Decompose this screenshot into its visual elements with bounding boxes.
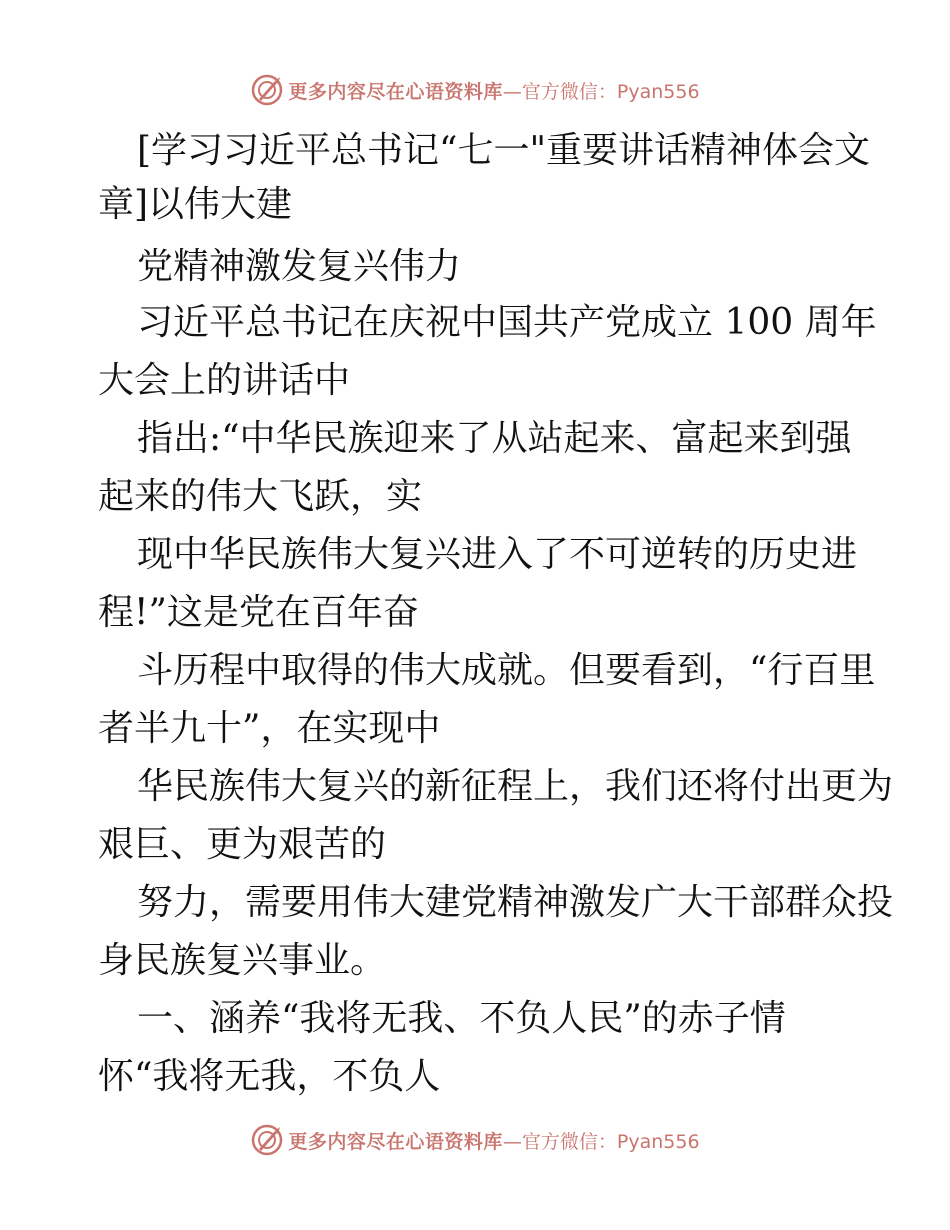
text-line: 现中华民族伟大复兴进入了不可逆转的历史进 [137, 534, 858, 575]
text-line: 华民族伟大复兴的新征程上，我们还将付出更为 [137, 766, 894, 807]
header-banner [0, 70, 950, 110]
text-line: 章]以伟大建 [98, 184, 293, 225]
banner-main-text: 更多内容尽在心语资料库 [288, 1130, 503, 1153]
banner-wechat-text: —官方微信：Pyan556 [502, 1130, 700, 1153]
text-line: 指出:“中华民族迎来了从站起来、富起来到强 [137, 418, 852, 459]
text-line: 身民族复兴事业。 [98, 940, 387, 981]
text-line: 一、涵养“我将无我、不负人民”的赤子情 [137, 998, 786, 1039]
text-line: 党精神激发复兴伟力 [137, 246, 462, 287]
text-line: 努力，需要用伟大建党精神激发广大干部群众投 [137, 882, 894, 923]
text-line: 程!”这是党在百年奋 [98, 592, 419, 633]
banner-wechat-text: —官方微信：Pyan556 [502, 80, 700, 103]
text-line: 艰巨、更为艰苦的 [98, 824, 387, 865]
brand-logo-icon [250, 1123, 284, 1157]
footer-banner [0, 1120, 950, 1160]
text-line: [学习习近平总书记“七一"重要讲话精神体会文 [137, 130, 871, 171]
banner-main-text: 更多内容尽在心语资料库 [288, 80, 503, 103]
text-line: 者半九十”，在实现中 [98, 708, 441, 749]
text-line: 大会上的讲话中 [98, 360, 351, 401]
text-line: 习近平总书记在庆祝中国共产党成立 100 周年 [137, 302, 877, 343]
text-line: 起来的伟大飞跃，实 [98, 476, 423, 517]
text-line: 怀“我将无我，不负人 [98, 1056, 441, 1097]
text-line: 斗历程中取得的伟大成就。但要看到，“行百里 [137, 650, 876, 691]
brand-logo-icon [250, 73, 284, 107]
